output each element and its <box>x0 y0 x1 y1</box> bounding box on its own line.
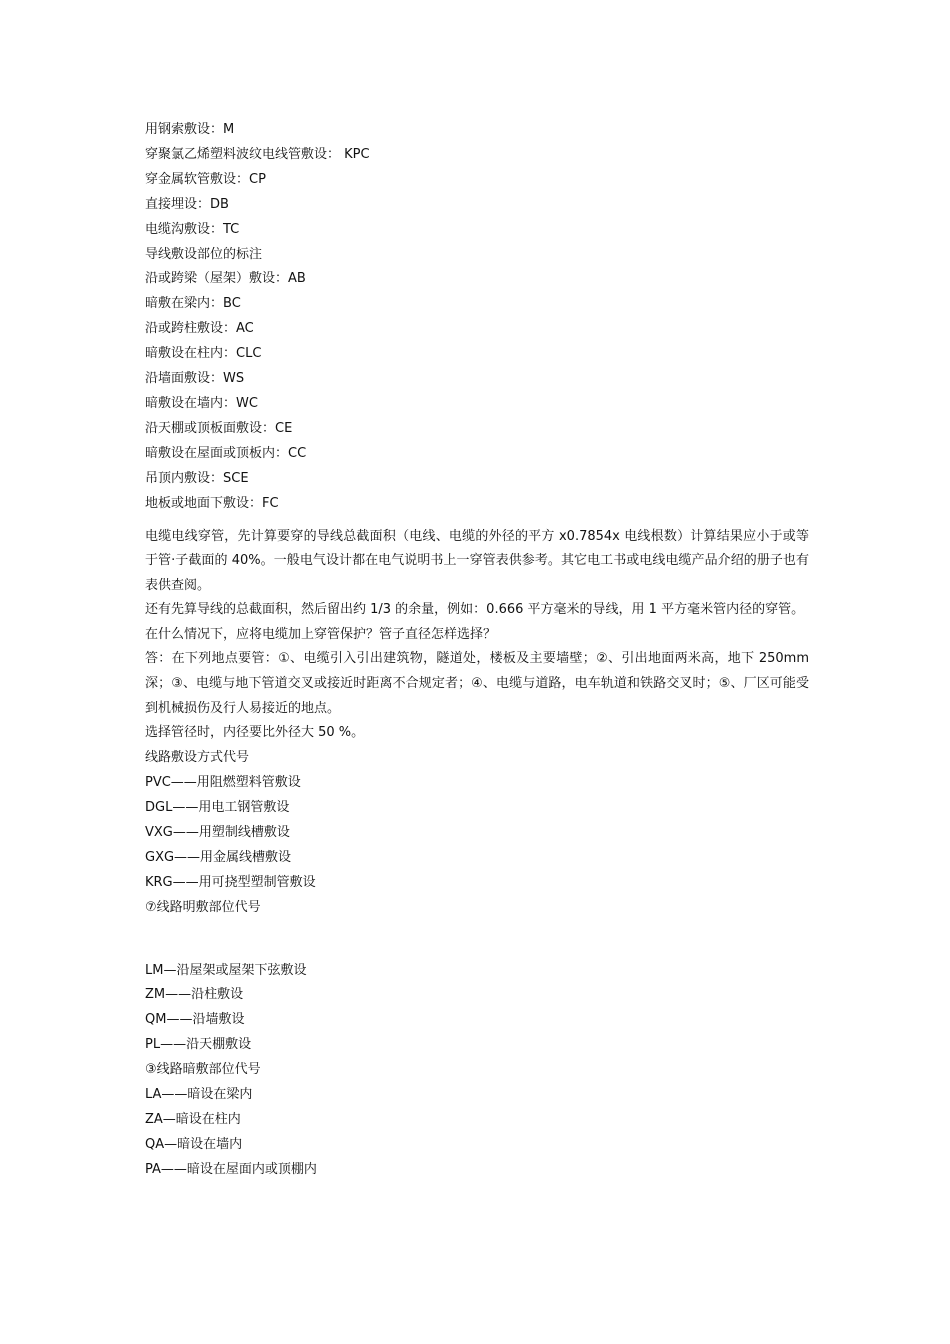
text-line: DGL——用电工钢管敷设 <box>145 799 290 815</box>
text-line: 选择管径时，内径要比外径大 50 %。 <box>145 725 365 741</box>
text-line: 沿或跨柱敷设：AC <box>145 321 254 337</box>
text-line: LM—沿屋架或屋架下弦敷设 <box>145 962 307 978</box>
text-line: LA——暗设在梁内 <box>145 1087 253 1103</box>
text-line: 暗敷在梁内：BC <box>145 296 241 312</box>
text-line: 穿聚氯乙烯塑料波纹电线管敷设： KPC <box>145 146 370 162</box>
text-line: 沿或跨梁（屋架）敷设：AB <box>145 271 306 287</box>
text-line: PL——沿天棚敷设 <box>145 1037 252 1053</box>
paragraph-conduit-area: 电缆电线穿管，先计算要穿的导线总截面积（电线、电缆的外径的平方 x0.7854x 电线根数）计算结果应小于或等于管·子截面的 40%。一般电气设计都在电气说明书上一穿管表供参考。其它电工书或电线电缆产品介绍的册子也有表供查阅。 <box>145 528 809 593</box>
text-line: 电缆沟敷设：TC <box>145 221 240 237</box>
section-heading: 线路敷设方式代号 <box>145 750 250 766</box>
text-line: 穿金属软管敷设：CP <box>145 171 266 187</box>
text-line: QA—暗设在墙内 <box>145 1136 243 1152</box>
section-heading: 导线敷设部位的标注 <box>145 246 263 262</box>
text-line: ZM——沿柱敷设 <box>145 987 244 1003</box>
section-heading: ③线路暗敷部位代号 <box>145 1062 261 1078</box>
paragraph-margin: 还有先算导线的总截面积，然后留出约 1/3 的余量，例如：0.666 平方毫米的导线，用 1 平方毫米管内径的穿管。 <box>145 602 805 618</box>
code-list-exposed <box>145 721 809 920</box>
text-line: ZA—暗设在柱内 <box>145 1111 241 1127</box>
text-line: 地板或地面下敷设：FC <box>145 495 279 511</box>
paragraph-answer: 答：在下列地点要管：①、电缆引入引出建筑物，隧道处，楼板及主要墙壁；②、引出地面两米高，地下 250mm 深；③、电缆与地下管道交叉或接近时距离不合规定者；④、电缆与道路，电车轨道和铁路交叉时；⑤、厂区可能受到机械损伤及行人易接近的地点。 <box>145 651 809 716</box>
code-list-concealed <box>145 959 809 1183</box>
question-line: 在什么情况下，应将电缆加上穿管保护？管子直径怎样选择？ <box>145 626 497 642</box>
section-heading: ⑦线路明敷部位代号 <box>145 899 261 915</box>
text-line: KRG——用可挠型塑制管敷设 <box>145 874 316 890</box>
spacer <box>145 921 809 959</box>
text-line: GXG——用金属线槽敷设 <box>145 849 292 865</box>
spacer <box>145 517 809 525</box>
text-line: 沿天棚或顶板面敷设：CE <box>145 420 293 436</box>
text-line: 暗敷设在屋面或顶板内：CC <box>145 445 307 461</box>
text-line: 直接埋设：DB <box>145 196 229 212</box>
text-line: 用钢索敷设：M <box>145 122 235 137</box>
text-line: 暗敷设在柱内：CLC <box>145 346 262 362</box>
text-line: 暗敷设在墙内：WC <box>145 395 258 411</box>
document-page <box>145 118 809 1183</box>
text-line: 吊顶内敷设：SCE <box>145 470 249 486</box>
text-line: QM——沿墙敷设 <box>145 1012 245 1028</box>
text-line: 沿墙面敷设：WS <box>145 371 245 387</box>
text-line: VXG——用塑制线槽敷设 <box>145 824 290 840</box>
text-line: PA——暗设在屋面内或顶棚内 <box>145 1161 317 1177</box>
text-line: PVC——用阻燃塑料管敷设 <box>145 775 301 791</box>
wiring-method-list <box>145 118 809 517</box>
